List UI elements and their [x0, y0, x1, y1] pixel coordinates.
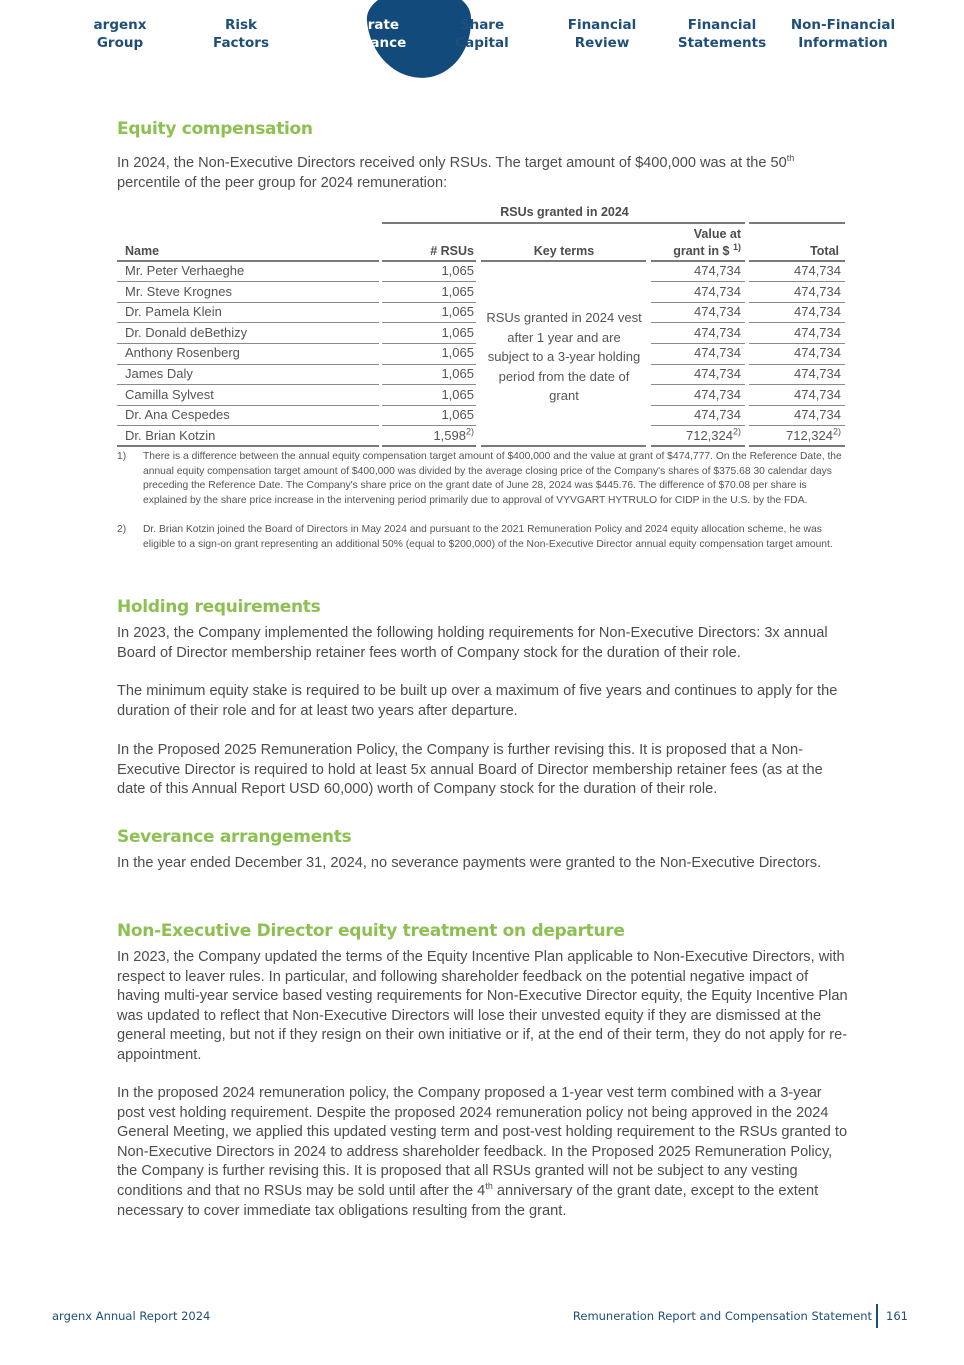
footer-divider [876, 1304, 878, 1328]
table-cell-name: Dr. Brian Kotzin [125, 427, 216, 443]
table-cell-name: Mr. Steve Krognes [125, 283, 232, 299]
table-cell-total: 474,734 [794, 304, 841, 320]
key-terms-merged-cell: RSUs granted in 2024 vest after 1 year and are subject to a 3-year holding period from the date of grant [486, 310, 642, 404]
table-cell-value: 474,734 [694, 324, 741, 340]
table-cell-value: 474,734 [694, 366, 741, 381]
table-cell-value: 712,324$^{2)}$ [685, 426, 741, 443]
holding-paragraph-2: The minimum equity stake is required to be built up over a maximum of five years and continues to apply for the duration of their role and for at least two years after departure. [117, 683, 838, 719]
table-cell-value: 474,734 [694, 345, 741, 361]
table-cell-name: Dr. Donald deBethizy [125, 324, 248, 340]
footnote-2: 2) Dr. Brian Kotzin joined the Board of Directors in May 2024 and pursuant to the 2021 Remuneration Policy and 2024 equity allocation scheme, he was eligible to a sign-on grant representing an additional 50% (equal to $200,000) of the Non-Executive Director annual equity compensation target amount. [117, 524, 833, 550]
divider [481, 260, 646, 262]
severance-paragraph: In the year ended December 31, 2024, no severance payments were granted to the Non-Executive Directors. [117, 855, 822, 871]
column-header-name: Name [125, 244, 160, 258]
divider [651, 445, 745, 447]
table-cell-total: 474,734 [794, 386, 841, 402]
divider [749, 222, 845, 224]
footnote-1: 1) There is a difference between the annual equity compensation target amount of $400,000 and the value at grant of $474,777. On the Reference Date, the annual equity compensation target amount of $400,000 was divided by the average closing price of the Company's shares of $375.68 30 calendar days preceding the Reference Date. The Company's share price on the grant date of June 28, 2024 was $445.76. The difference of $70.08 per share is explained by the share price increase in the intervening period primarily due to approval of VYVGART HYTRULO for CIDP in the U.S. by the FDA. [117, 451, 842, 506]
table-cell-name: Camilla Sylvest [125, 386, 214, 402]
departure-paragraph-2: In the proposed 2024 remuneration policy, the Company proposed a 1-year vest term combined with a 3-year post vest holding requirement. Despite the proposed 2024 remuneration policy not being approved in the 2024 General Meeting, we applied this updated vesting term and post-vest holding requirement to the RSUs granted to Non-Executive Directors in 2024 to address shareholder feedback. In the Proposed 2025 Remuneration Policy, the Company is further revising this. It is proposed that all RSUs granted will not be subject to any vesting conditions and that no RSUs may be sold until after the 4th anniversary of the grant date, except to the extent necessary to cover immediate tax obligations resulting from the grant. [117, 1085, 848, 1219]
nav-tab-label: Financial [687, 17, 757, 33]
column-header-rsus: # RSUs [430, 244, 474, 258]
table-cell-value: 474,734 [694, 304, 741, 320]
table-cell-total: 712,324$^{2)}$ [785, 426, 841, 443]
nav-tab-label: Corporate [322, 17, 400, 33]
footer-section-title: Remuneration Report and Compensation Statement [572, 1309, 872, 1323]
nav-tab-label: Factors [213, 34, 269, 51]
table-cell-name: James Daly [125, 366, 193, 381]
table-cell-rsus: 1,065 [441, 263, 474, 278]
nav-tab-non-financial-information[interactable] [783, 17, 903, 52]
table-cell-name: Dr. Ana Cespedes [125, 407, 230, 423]
table-cell-value: 474,734 [694, 283, 741, 299]
column-header-value-at-grant: Value at grant in $ $^{1)}$ [673, 227, 741, 258]
table-cell-total: 474,734 [794, 366, 841, 381]
divider [117, 445, 379, 447]
holding-paragraph-1: In 2023, the Company implemented the following holding requirements for Non-Executive Directors: 3x annual Board of Director membership retainer fees worth of Company stock for the duration of their role. [117, 625, 828, 661]
nav-tab-label: Financial [567, 17, 637, 33]
section-heading-equity-compensation: Equity compensation [117, 119, 313, 139]
nav-tab-financial-review[interactable] [542, 17, 662, 52]
table-cell-rsus: 1,598$^{2)}$ [433, 426, 474, 443]
nav-tab-corporate-governance[interactable] [301, 17, 421, 52]
nav-tab-risk-factors[interactable] [181, 17, 301, 52]
page-number: 161 [886, 1309, 908, 1323]
nav-tab-label: Review [574, 34, 630, 51]
divider [749, 445, 845, 447]
section-heading-severance: Severance arrangements [117, 827, 352, 847]
table-cell-rsus: 1,065 [441, 386, 474, 402]
nav-tab-label: Capital [455, 34, 509, 51]
table-cell-rsus: 1,065 [441, 283, 474, 299]
table-cell-rsus: 1,065 [441, 407, 474, 423]
table-cell-name: Anthony Rosenberg [125, 345, 240, 361]
footer-report-title: argenx Annual Report 2024 [52, 1309, 211, 1323]
nav-tab-financial-statements[interactable] [662, 17, 782, 52]
table-cell-rsus: 1,065 [441, 345, 474, 361]
nav-tab-label: Statements [677, 34, 767, 51]
nav-tab-label: Governance [315, 34, 407, 51]
column-header-total: Total [810, 244, 839, 258]
top-navigation [60, 0, 910, 80]
departure-paragraph-1: In 2023, the Company updated the terms of the Equity Incentive Plan applicable to Non-Executive Directors, with respect to leaver rules. In particular, and following shareholder feedback on the potential negative impact of having multi-year service based vesting requirements for Non-Executive Director equity, the Equity Incentive Plan was updated to reflect that Non-Executive Directors will lose their unvested equity if they are dismissed at the general meeting, but not if they resign on their own initiative or if, at the end of their term, they do not apply for re-appointment. [117, 949, 848, 1063]
table-group-header: RSUs granted in 2024 [500, 205, 629, 219]
nav-tab-label: Group [96, 34, 144, 51]
table-cell-total: 474,734 [794, 263, 841, 278]
nav-tab-label: Risk [224, 17, 258, 33]
table-cell-name: Dr. Pamela Klein [125, 304, 222, 320]
table-cell-value: 474,734 [694, 386, 741, 402]
table-cell-total: 474,734 [794, 324, 841, 340]
section-heading-holding-requirements: Holding requirements [117, 597, 321, 617]
table-cell-total: 474,734 [794, 283, 841, 299]
nav-tab-label: Share [459, 17, 505, 33]
divider [382, 222, 745, 224]
column-header-key-terms: Key terms [533, 244, 595, 258]
table-cell-rsus: 1,065 [441, 324, 474, 340]
section-heading-departure: Non-Executive Director equity treatment on departure [117, 921, 625, 941]
equity-intro: In 2024, the Non-Executive Directors received only RSUs. The target amount of $400,000 was at the 50th percentile of the peer group for 2024 remuneration: [117, 153, 795, 191]
holding-paragraph-3: In the Proposed 2025 Remuneration Policy, the Company is further revising this. It is proposed that a Non-Executive Director is required to hold at least 5x annual Board of Director membership retainer fees (as at the date of this Annual Report USD 60,000) worth of Company stock for the duration of their role. [117, 742, 823, 798]
divider [382, 445, 476, 447]
table-cell-rsus: 1,065 [441, 366, 474, 381]
divider [481, 445, 646, 447]
table-cell-value: 474,734 [694, 407, 741, 423]
nav-tab-label: Non-Financial [790, 17, 896, 33]
nav-tab-share-capital[interactable] [422, 17, 542, 52]
table-cell-total: 474,734 [794, 407, 841, 423]
nav-tab-argenx-group[interactable] [60, 17, 180, 52]
table-cell-value: 474,734 [694, 263, 741, 278]
table-cell-name: Mr. Peter Verhaeghe [125, 263, 245, 278]
table-cell-total: 474,734 [794, 345, 841, 361]
nav-tab-label: argenx [93, 17, 147, 33]
nav-tab-label: Information [798, 34, 888, 51]
table-cell-rsus: 1,065 [441, 304, 474, 320]
